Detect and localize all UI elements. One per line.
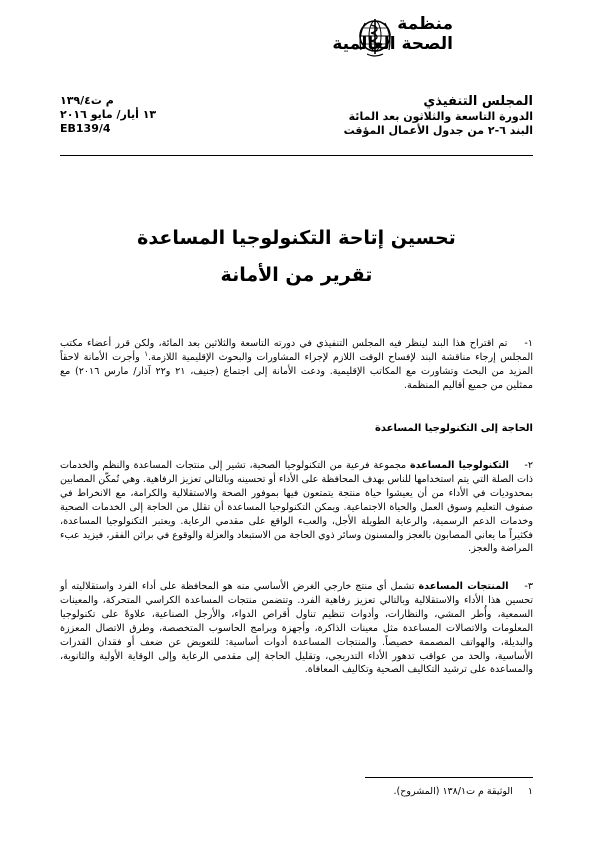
footnote-number: ١ [527,786,533,797]
footnote-text: الوثيقة م ت١٣٨/١ (المشروح). [393,786,513,797]
section-heading: الحاجة إلى التكنولوجيا المساعدة [375,423,533,434]
org-name-line1: منظمة [397,14,453,34]
paragraph-2 [60,459,533,556]
footnote-divider [365,777,533,778]
who-logo [332,10,515,82]
board-info [233,94,533,138]
agenda-item: البند ٦-٢ من جدول الأعمال المؤقت [343,124,533,137]
session-name: الدورة التاسعة والثلاثون بعد المائة [348,110,533,123]
header-divider [60,155,533,156]
paragraph-term: التكنولوجيا المساعدة [410,460,509,471]
page-title: تحسين إتاحة التكنولوجيا المساعدة [137,227,456,249]
document-reference [60,94,240,136]
paragraph-text: مجموعة فرعية من التكنولوجيا الصحية، تشير إلى منتجات المساعدة والنظم والخدمات ذات الصلة التي يتم استخدامها للناس بهدف المحافظة على الأداء أو تحسينه وبالتالي تعزيز الرفاهية. وهي تُمكّن المصابين بمحدوديات في الأداء من أن يعيشوا حياة منتجة يتمتعون فيها بموفور الصحة والاستقلالية والكرامة، مع الانخراط في صفوف التعليم وسوق العمل والحياة الاجتماعية. ويمكن التكنولوجيا المساعدة أن تقلل من الحاجة إلى الخدمات الصحية وخدمات الدعم الرسمية، والرعاية الطويلة الأجل، والعبء الواقع على مقدمي الرعاية. ويعتبر التكنولوجيا المساعدة، فكثيراً ما يعاني المصابون بالعجز والمسنون وسائر ذوي الحاجة من الاستبعاد والعزلة والوقوع في براثن الفقر، فيزيد عبء المراضة والعجز. [60,460,533,555]
doc-ref-code: EB139/4 [60,122,111,135]
board-name: المجلس التنفيذي [423,94,533,109]
footnote-ref[interactable]: ١ [144,349,148,358]
paragraph-number: ٢- [524,460,533,471]
paragraph-text-cont: وأجرت الأمانة لاحقاً المزيد من البحث وتشاورت مع المكاتب الإقليمية. ودعت الأمانة إلى اجتماع (جنيف، ٢١ و٢٢ آذار/ مارس ٢٠١٦) مع ممثلين من جميع أقاليم المنظمة. [60,351,533,391]
page-subtitle: تقرير من الأمانة [220,264,373,286]
doc-date: ١٣ أيار/ مايو ٢٠١٦ [60,108,157,121]
paragraph-text: تم اقتراح هذا البند لينظر فيه المجلس التنفيذي في دورته التاسعة والثلاثين بعد المائة، ولكن قرر أعضاء مكتب المجلس إرجاء مناقشة البند لإفساح الوقت اللازم لإجراء المشاورات والبحوث الإقليمية اللازمة. [60,338,533,363]
org-name-line2: الصحة العالمية [332,34,453,54]
footnote [394,786,533,797]
paragraph-1 [60,337,533,393]
who-emblem-icon [355,16,395,60]
paragraph-3 [60,580,533,677]
paragraph-term: المنتجات المساعدة [418,581,509,592]
paragraph-number: ١- [524,338,533,349]
paragraph-number: ٣- [524,581,533,592]
paragraph-text: تشمل أي منتج خارجي الغرض الأساسي منه هو المحافظة على أداء الفرد واستقلاليته أو تحسين هذا الأداء والاستقلالية وبالتالي تعزيز رفاهية الفرد. وتتضمن منتجات المساعدة الكراسي المتحركة، والمعينات السمعية، وأُطر المشي، والنظارات، وأدوات تنظيم تناول أقراص الدواء، والأرجل الصناعية، علاوةً على تكنولوجيا المعلومات والاتصالات المساعدة مثل معينات الذاكرة، وأجهزة وبرامج الحاسوب المتخصصة، وطرق الاتصال المعززة والبديلة، والهواتف المصممة خصيصاً. والمنتجات المساعدة أدوات أساسية: للتعويض عن ضعف أو فقدان القدرات الأساسية، والحد من عواقب تدهور الأداء التدريجي، وتقليل الحاجة إلى مقدمي الرعاية وإلى الوقاية الأولية والثانوية، والمساعدة على ترشيد التكاليف الصحية وتكاليف المعافاة. [60,581,533,676]
doc-ref-arabic: م ت١٣٩/٤ [60,94,114,107]
